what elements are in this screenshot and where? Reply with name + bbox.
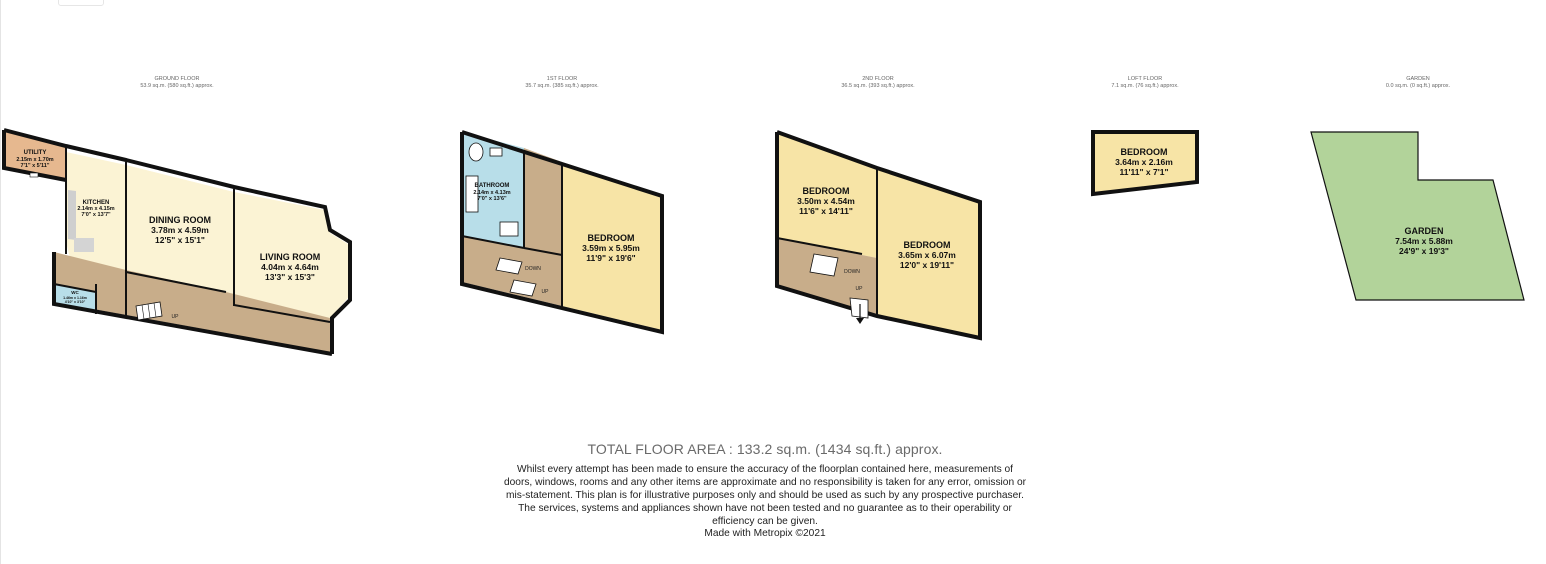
- first-floor-plan: [462, 132, 662, 332]
- svg-text:11'11" x 7'1": 11'11" x 7'1": [1119, 167, 1169, 177]
- floor-title-loft: [1111, 76, 1179, 89]
- floor-name: 1ST FLOOR: [546, 76, 578, 82]
- hob: [74, 238, 94, 252]
- floorplan-footer: [480, 441, 1050, 539]
- svg-text:7'0" x 13'7": 7'0" x 13'7": [81, 212, 111, 218]
- total-floor-area: TOTAL FLOOR AREA : 133.2 sq.m. (1434 sq.ft.) approx.: [587, 441, 943, 457]
- floor-area: 7.1 sq.m. (76 sq.ft.) approx.: [1111, 83, 1179, 89]
- window: [30, 173, 38, 177]
- floor-name: 2ND FLOOR: [862, 76, 894, 82]
- room-label-living: [260, 252, 321, 282]
- svg-text:BATHROOM: BATHROOM: [474, 183, 510, 189]
- floor-name: GROUND FLOOR: [154, 76, 200, 82]
- svg-text:7'0" x 13'6": 7'0" x 13'6": [477, 196, 507, 202]
- garden-fill: [1311, 132, 1524, 300]
- room-label-loft-bedroom: [1115, 147, 1173, 177]
- stairs-up-label: UP: [541, 289, 549, 295]
- svg-text:2.14m x 4.15m: 2.14m x 4.15m: [77, 206, 115, 212]
- garden-plan: [1311, 132, 1524, 300]
- svg-text:12'0" x 19'11": 12'0" x 19'11": [899, 260, 955, 270]
- svg-text:3.59m x 5.95m: 3.59m x 5.95m: [582, 243, 640, 253]
- svg-text:11'9" x 19'6": 11'9" x 19'6": [586, 253, 636, 263]
- svg-text:2.14m x 4.13m: 2.14m x 4.13m: [473, 190, 511, 196]
- svg-text:DINING ROOM: DINING ROOM: [149, 215, 211, 225]
- room-label-kitchen: [77, 200, 114, 218]
- credit-text: Made with Metropix ©2021: [704, 528, 826, 539]
- kitchen-counter: [68, 190, 76, 240]
- svg-text:3.65m x 6.07m: 3.65m x 6.07m: [898, 250, 956, 260]
- svg-text:7'1" x 5'11": 7'1" x 5'11": [20, 163, 50, 169]
- ground-floor-plan: [4, 130, 350, 354]
- svg-text:3.78m x 4.59m: 3.78m x 4.59m: [151, 225, 209, 235]
- svg-text:11'6" x 14'11": 11'6" x 14'11": [799, 206, 853, 216]
- room-label-bathroom: [473, 183, 510, 202]
- floor-title-second: [841, 76, 915, 89]
- svg-text:12'5" x 15'1": 12'5" x 15'1": [155, 235, 205, 245]
- svg-text:KITCHEN: KITCHEN: [82, 200, 110, 206]
- disclaimer-text: Whilst every attempt has been made to ensure the accuracy of the floorplan contained here, measurements of doors, windows, rooms and any other items are approximate and no responsibility is taken for any error, omission or mis-statement. This plan is for illustrative purposes only and should be used as such by any prospective purchaser. The services, systems and appliances shown have not been tested and no guarantee as to their operability or efficiency can be given.: [503, 464, 1027, 527]
- svg-text:BEDROOM: BEDROOM: [587, 233, 635, 243]
- svg-text:WC: WC: [71, 290, 79, 295]
- svg-text:BEDROOM: BEDROOM: [802, 186, 850, 196]
- second-floor-plan: [777, 132, 980, 338]
- room-label-bedroom-right: [898, 240, 956, 270]
- floor-title-first: [525, 76, 599, 89]
- loft-floor-plan: [1093, 132, 1197, 194]
- room-label-bedroom-left: [797, 186, 855, 216]
- svg-text:4.04m x 4.64m: 4.04m x 4.64m: [261, 262, 319, 272]
- svg-text:3.50m x 4.54m: 3.50m x 4.54m: [797, 196, 855, 206]
- floor-title-garden: [1386, 76, 1451, 89]
- room-label-dining: [149, 215, 211, 245]
- stairs-down-label: DOWN: [844, 269, 860, 275]
- floor-name: GARDEN: [1406, 76, 1430, 82]
- floor-area: 35.7 sq.m. (385 sq.ft.) approx.: [525, 83, 599, 89]
- svg-text:7.54m x 5.88m: 7.54m x 5.88m: [1395, 236, 1453, 246]
- svg-text:4'10" x 3'10": 4'10" x 3'10": [64, 300, 86, 304]
- svg-text:BEDROOM: BEDROOM: [903, 240, 951, 250]
- svg-text:BEDROOM: BEDROOM: [1120, 147, 1168, 157]
- stairs-up-label: UP: [171, 314, 179, 320]
- svg-text:LIVING ROOM: LIVING ROOM: [259, 252, 321, 262]
- floor-area: 0.0 sq.m. (0 sq.ft.) approx.: [1385, 83, 1451, 89]
- svg-text:3.64m x 2.16m: 3.64m x 2.16m: [1115, 157, 1173, 167]
- stairs-down-label: DOWN: [525, 266, 541, 272]
- svg-text:GARDEN: GARDEN: [1404, 226, 1444, 236]
- svg-text:2.15m x 1.70m: 2.15m x 1.70m: [16, 157, 54, 163]
- floor-area: 36.5 sq.m. (393 sq.ft.) approx.: [841, 83, 915, 89]
- floor-area: 53.9 sq.m. (580 sq.ft.) approx.: [140, 83, 214, 89]
- svg-text:UTILITY: UTILITY: [23, 150, 47, 156]
- svg-text:13'3" x 15'3": 13'3" x 15'3": [265, 272, 315, 282]
- svg-text:24'9" x 19'3": 24'9" x 19'3": [1399, 246, 1449, 256]
- stairs-up-label: UP: [855, 286, 863, 292]
- floor-title-ground: [140, 76, 214, 89]
- svg-text:1.46m x 1.16m: 1.46m x 1.16m: [63, 296, 87, 300]
- floor-name: LOFT FLOOR: [1127, 76, 1163, 82]
- room-label-bedroom-first: [582, 233, 640, 263]
